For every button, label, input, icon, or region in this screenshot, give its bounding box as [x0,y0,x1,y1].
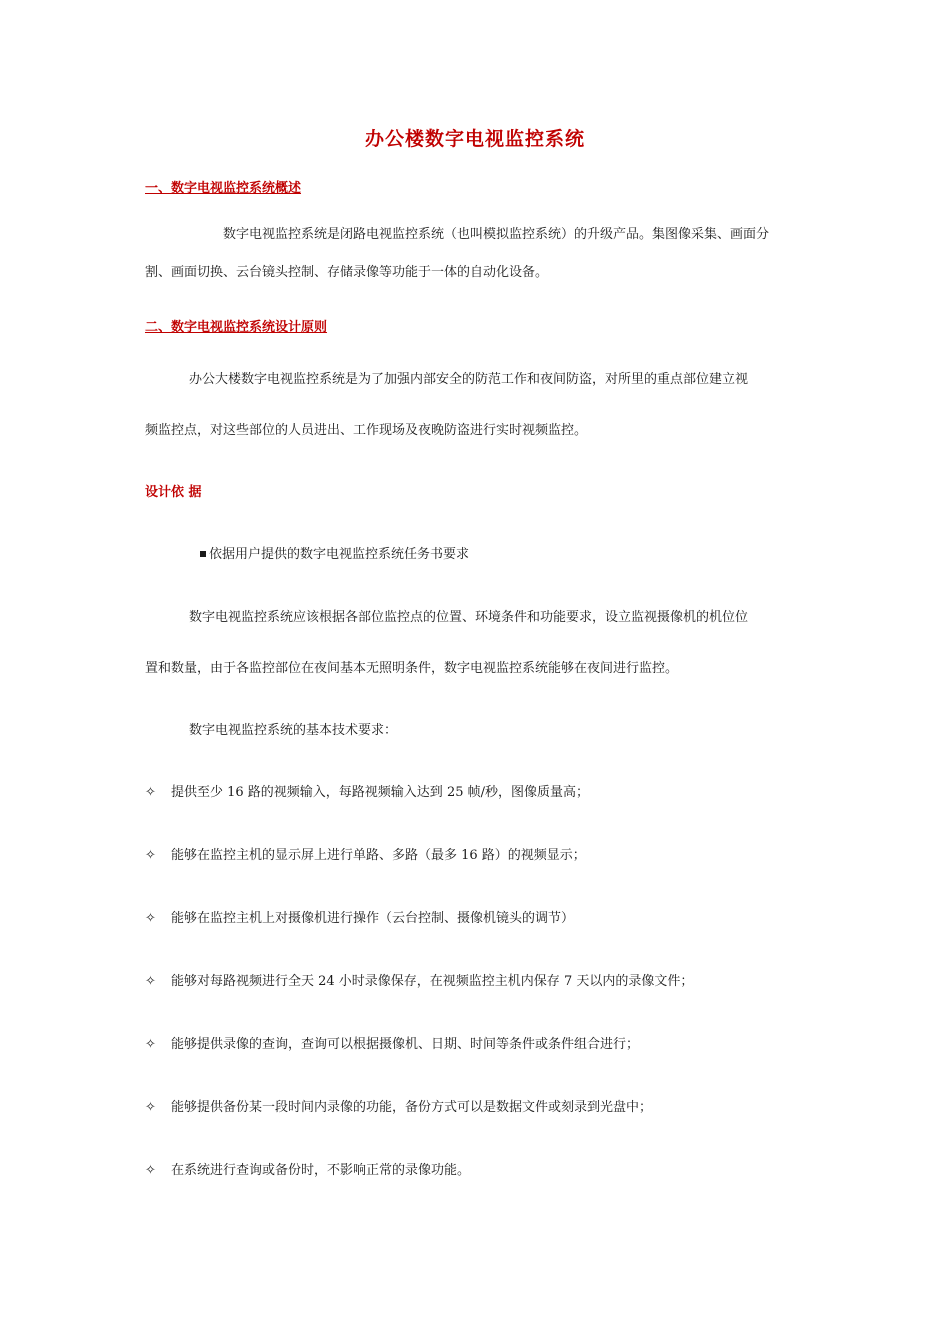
section1-text-line2: 割、画面切换、云台镜头控制、存储录像等功能于一体的自动化设备。 [145,265,549,280]
diamond-bullet-icon: ✧ [145,1037,156,1052]
diamond-bullet-icon: ✧ [145,1163,156,1178]
design-basis-bullet [200,543,469,562]
square-bullet-icon [200,551,206,557]
requirement-text: 能够在监控主机的显示屏上进行单路、多路（最多 16 路）的视频显示； [171,848,586,863]
requirement-item [145,844,586,863]
diamond-bullet-icon: ✧ [145,974,156,989]
requirement-text: 能够在监控主机上对摄像机进行操作（云台控制、摄像机镜头的调节） [171,911,575,926]
requirement-item [145,907,574,926]
requirement-item [145,970,693,989]
requirement-text: 能够提供备份某一段时间内录像的功能，备份方式可以是数据文件或刻录到光盘中； [171,1100,653,1115]
document-title: 办公楼数字电视监控系统 [364,128,585,150]
requirement-item [145,781,589,800]
section2-heading: 二、数字电视监控系统设计原则 [145,320,328,335]
section2-text-line2: 频监控点，对这些部位的人员进出、工作现场及夜晚防盗进行实时视频监控。 [145,423,588,438]
diamond-bullet-icon: ✧ [145,911,156,926]
requirement-text: 提供至少 16 路的视频输入，每路视频输入达到 25 帧/秒，图像质量高； [171,785,589,800]
design-basis-heading: 设计依 据 [145,485,202,500]
diamond-bullet-icon: ✧ [145,848,156,863]
design-basis-bullet-text: 依据用户提供的数字电视监控系统任务书要求 [209,547,470,562]
requirement-item [145,1096,652,1115]
requirements-intro: 数字电视监控系统的基本技术要求： [189,723,398,738]
design-basis-para-line1: 数字电视监控系统应该根据各部位监控点的位置、环境条件和功能要求，设立监视摄像机的机位位 [189,610,749,625]
diamond-bullet-icon: ✧ [145,785,156,800]
requirement-text: 能够提供录像的查询，查询可以根据摄像机、日期、时间等条件或条件组合进行； [171,1037,640,1052]
requirement-item [145,1033,639,1052]
diamond-bullet-icon: ✧ [145,1100,156,1115]
design-basis-para-line2: 置和数量，由于各监控部位在夜间基本无照明条件，数字电视监控系统能够在夜间进行监控。 [145,661,679,676]
section2-text-line1: 办公大楼数字电视监控系统是为了加强内部安全的防范工作和夜间防盗，对所里的重点部位建立视 [189,372,749,387]
section1-heading: 一、数字电视监控系统概述 [145,181,302,196]
requirement-item [145,1159,470,1178]
section1-text-line1: 数字电视监控系统是闭路电视监控系统（也叫模拟监控系统）的升级产品。集图像采集、画面分 [223,227,770,242]
requirement-text: 能够对每路视频进行全天 24 小时录像保存，在视频监控主机内保存 7 天以内的录像文件； [171,974,694,989]
requirement-text: 在系统进行查询或备份时，不影响正常的录像功能。 [171,1163,471,1178]
